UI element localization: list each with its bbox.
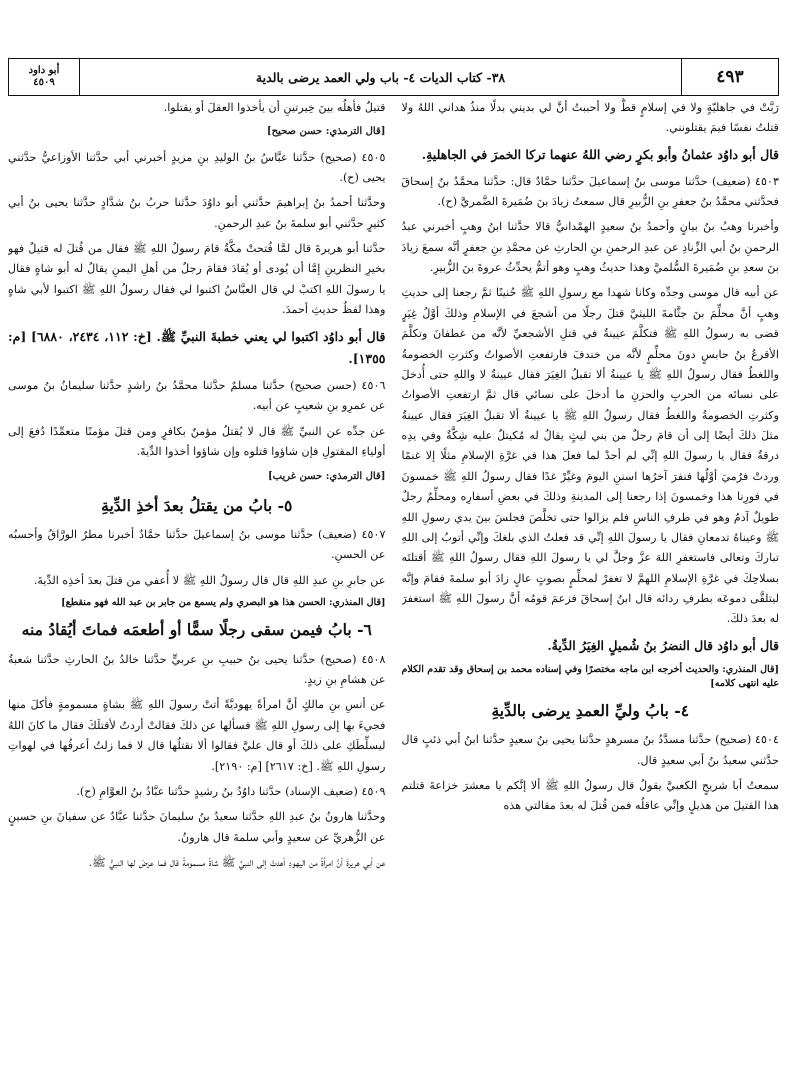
text-paragraph: عن جابرِ بنِ عبدِ اللهِ قال قال رسولُ اللهِ ﷺ لا أُعفي من قتلَ بعدَ أخذِه الدِّيةَ. (33, 573, 386, 587)
hadith-reference (9, 59, 80, 95)
text-paragraph: ٤٥٠٦ (حسن صحيح) حدَّثنا مسلمٌ حدَّثنا محمَّدُ بنُ راشدٍ حدَّثنا سليمانُ بنُ موسى عن عمرِو بنِ شعيبٍ عن أبيه. (8, 379, 386, 413)
footnote: [قال المنذري: الحسن هذا هو البصري ولم يسمع من جابر بن عبد الله فهو منقطع] (61, 597, 386, 609)
abu-dawud-note: قال أبو داوُد اكتبوا لي يعني خطبةَ النبيِّ ﷺ. [خ: ١١٢، ٢٤٣٤، ٦٨٨٠] [م: ١٣٥٥]. (8, 328, 386, 367)
text-paragraph: ٤٥٠٥ (صحيح) حدَّثنا عبَّاسُ بنُ الوليدِ بنِ مزيدٍ أخبرني أبي حدَّثنا الأوزاعيُّ حدَّثني يحيى (ح). (8, 150, 386, 184)
footnote: [قال المنذري: والحديث أخرجه ابن ماجه مختصرًا وفي إسناده محمد بن إسحاق وقد تقدم الكلام عليه انتهى كلامه] (401, 663, 779, 689)
text-paragraph: وأخبرنا وهبُ بنُ بيانٍ وأحمدُ بنُ سعيدٍ الهمْدانيُّ قالا حدَّثنا ابنُ وهبٍ أخبرني عبدُ الرحمنِ بنُ أبي الزِّنادِ عن عبدِ الرحمنِ بنِ الحارثِ عن محمَّدِ بنِ جعفرٍ أنَّه سمعَ زيادَ بنَ سعدِ بنِ ضُمَيرةَ السُّلميَّ وهذا حديثُ وهبٍ وهو أتمُّ يحدِّثُ عروةَ بنَ الزُّبيرِ. (401, 220, 779, 274)
grading-note: [قال الترمذي: حسن صحيح] (266, 126, 386, 138)
text-paragraph: ٤٥٠٩ (ضعيف الإسناد) حدَّثنا داوُدُ بنُ رشيدٍ حدَّثنا عبَّادُ بنُ العوَّامِ (ح). (76, 784, 386, 798)
text-paragraph: ٤٥٠٨ (صحيح) حدَّثنا يحيى بنُ حبيبِ بنِ عربيٍّ حدَّثنا خالدُ بنُ الحارثِ حدَّثنا شعبةُ عن هشامِ بنِ زيدٍ. (8, 652, 386, 686)
text-paragraph: ٤٥٠٤ (صحيح) حدَّثنا مسدَّدُ بنُ مسرهدٍ حدَّثنا يحيى بنُ سعيدٍ حدَّثنا ابنُ أبي ذئبٍ قال حدَّثني سعيدُ بنُ أبي سعيدٍ قال. (401, 733, 779, 767)
left-column (8, 98, 386, 1091)
text-paragraph: عن أبي هريرةَ أنَّ امرأةً من اليهودِ أهدتْ إلى النبيِّ ﷺ شاةً مسمومةً قال فما عرضَ لها النبيُّ ﷺ. (88, 856, 386, 869)
chapter-heading: ٦- بابُ فيمن سقى رجلًا سمًّا أو أطعمَه فماتَ أيُقادُ منه (21, 620, 372, 640)
text-paragraph: سمعتُ أبا شريحٍ الكعبيَّ يقولُ قال رسولُ اللهِ ﷺ ألا إنَّكم يا معشرَ خزاعةَ قتلتم هذا القتيلَ من هذيلٍ وإنِّي عاقلُه فمن قُتلَ له بعدَ مقالتي هذه (401, 779, 779, 813)
text-paragraph: عن أبيه قال موسى وجدِّه وكانا شهدا مع رسولِ اللهِ ﷺ حُنينًا ثمَّ رجعنا إلى حديثِ وهبٍ أنَّ محلِّمَ بنَ جثَّامةَ الليثيَّ قتلَ رجلًا من أشجعَ في الإسلامِ وذلكَ أوَّلُ غِيَرٍ قضى به رسولُ اللهِ ﷺ فتكلَّمَ عيينةُ في قتلِ الأشجعيِّ لأنَّه من غطفانَ وتكلَّمَ الأقرعُ بنُ حابسٍ دونَ محلِّمٍ لأنَّه من خندفَ فارتفعتِ الأصواتُ وكثرتِ الخصومةُ واللغطُ فقال رسولُ اللهِ ﷺ يا عيينةُ ألا تقبلُ الغِيَرَ فقال عيينةُ لا واللهِ حتى أُدخلَ على نسائه من الحربِ والحزنِ ما أدخلَ على نسائي قال ثمَّ ارتفعتِ الأصواتُ وكثرتِ الخصومةُ واللغطُ فقال رسولُ اللهِ ﷺ يا عيينةُ ألا تقبلُ الغِيَرَ فقال عيينةُ مثلَ ذلكَ أيضًا إلى أن قامَ رجلٌ من بني ليثٍ يقالُ له مُكيتلٌ عليه شِكَّةٌ وفي يدِه درقةٌ فقال يا رسولَ اللهِ إنِّي لم أجدْ لما فعلَ هذا في غرَّةِ الإسلامِ مثلًا إلا غنمًا وردتْ فرُميَ أوَّلُها فنفرَ آخرُها اسننِ اليومَ وغيِّرْ غدًا فقال رسولُ اللهِ ﷺ خمسونَ في فورِنا هذا وخمسونَ إذا رجعنا إلى المدينةِ وذلكَ في بعضِ أسفارِه ومحلِّمٌ رجلٌ طويلٌ آدمُ وهو في طرفِ الناسِ فلم يزالوا حتى تخلَّصَ فجلسَ بينَ يدي رسولِ اللهِ ﷺ وعيناهُ تدمعانِ فقال يا رسولَ اللهِ إنِّي قد فعلتُ الذي بلغكَ وإنِّي أتوبُ إلى اللهِ تباركَ وتعالى فاستغفرِ اللهَ عزَّ وجلَّ لي يا رسولَ اللهِ فقال رسولُ اللهِ ﷺ أقتلتَه بسلاحِكَ في غرَّةِ الإسلامِ اللهمَّ لا تغفرْ لمحلِّمٍ بصوتٍ عالٍ زادَ أبو سلمةَ فقامَ وإنَّه ليتلقَّى دموعَه بطرفِ ردائه قال ابنُ إسحاقَ فزعمَ قومُه أنَّ رسولَ اللهِ ﷺ استغفرَ له بعدَ ذلكَ. (401, 286, 779, 626)
text-paragraph: قتيلٌ فأهلُه بينَ خِيرتينِ أن يأخذوا العقلَ أو يقتلوا. (163, 101, 386, 114)
page-header (8, 58, 779, 96)
text-paragraph: عن جدِّه عن النبيِّ ﷺ قال لا يُقتلُ مؤمنٌ بكافرٍ ومن قتلَ مؤمنًا متعمِّدًا دُفعَ إلى أولياءِ المقتولِ فإن شاؤوا قتلوه وإن شاؤوا أخذوا الدِّيةَ. (8, 424, 386, 459)
text-paragraph: وحدَّثنا أحمدُ بنُ إبراهيمَ حدَّثني أبو داوُدَ حدَّثنا حربُ بنُ شدَّادٍ حدَّثنا يحيى بنُ أبي كثيرٍ حدَّثني أبو سلمةَ بنُ عبدِ الرحمنِ. (8, 196, 386, 230)
abu-dawud-note: قال أبو داوُد قال النضرُ بنُ شُميلٍ الغِيَرُ الدِّيةُ. (547, 637, 779, 653)
text-paragraph: وحدَّثنا هارونُ بنُ عبدِ اللهِ حدَّثنا سعيدُ بنُ سليمانَ حدَّثنا عبَّادٌ عن سفيانَ بنِ حسينٍ عن الزُّهريِّ عن سعيدٍ وأبي سلمةَ قال هارونُ. (8, 810, 386, 844)
text-columns (8, 98, 779, 1091)
abu-dawud-note: قال أبو داوُد عثمانُ وأبو بكرٍ رضي اللهُ عنهما تركا الخمرَ في الجاهليةِ. (421, 146, 779, 162)
text-paragraph: ٤٥٠٧ (ضعيف) حدَّثنا موسى بنُ إسماعيلَ حدَّثنا حمَّادٌ أخبرنا مطرٌ الورَّاقُ وأحسبُه عن الحسنِ. (8, 528, 386, 562)
page-number: ٤٩٣ (681, 59, 778, 95)
text-paragraph: عن أنسِ بنِ مالكٍ أنَّ امرأةً يهوديَّةً أتتْ رسولَ اللهِ ﷺ بشاةٍ مسمومةٍ فأكلَ منها فجيءَ بها إلى رسولِ اللهِ ﷺ فسألها عن ذلكَ فقالتْ أردتُ لأقتلَكَ فقال ما كانَ اللهُ ليسلِّطَكِ على ذلكَ أو قال عليَّ فقالوا ألا نقتلُها قال لا فما زلتُ أعرفُها في لهواتِ رسولِ اللهِ ﷺ. [خ: ٢٦١٧] [م: ٢١٩٠]. (8, 698, 386, 773)
text-paragraph: حدَّثنا أبو هريرةَ قال لمَّا فُتحتْ مكَّةُ قامَ رسولُ اللهِ ﷺ فقال من قُتلَ له قتيلٌ فهو بخيرِ النظرينِ إمَّا أن يُودى أو يُقادَ فقامَ رجلٌ من أهلِ اليمنِ يقالُ له أبو شاهٍ فقال يا رسولَ اللهِ اكتبْ لي قال العبَّاسُ اكتبوا لي فقال رسولُ اللهِ ﷺ اكتبوا لأبي شاهٍ وهذا لفظُ حديثِ أحمدَ. (8, 242, 386, 317)
chapter-heading: ٥- بابُ من يقتلُ بعدَ أخذِ الدِّيةِ (101, 495, 293, 515)
reference-number: ٤٥٠٩ (33, 77, 55, 88)
grading-note: [قال الترمذي: حسن غريب] (267, 470, 386, 482)
running-title: ٣٨- كتاب الديات ٤- باب ولي العمد يرضى بالدية (255, 69, 506, 85)
right-column (402, 98, 780, 1091)
reference-book: أبو داود (28, 64, 60, 76)
text-paragraph: ٤٥٠٣ (ضعيف) حدَّثنا موسى بنُ إسماعيلَ حدَّثنا حمَّادٌ قال: حدَّثنا محمَّدُ بنُ إسحاقَ فحدَّثني محمَّدُ بنُ جعفرِ بنِ الزُّبيرِ قال سمعتُ زيادَ بنَ ضُمَيرةَ الضَّمريَّ (ح). (401, 174, 779, 208)
text-paragraph: رَبَّتْ في جاهليّةٍ ولا في إسلامٍ قطُّ ولا أحببتُ أنَّ لي بديني بدلًا منذُ هداني اللهُ ولا قتلتُ نفسًا فيمَ يقتلونني. (401, 101, 779, 135)
chapter-heading: ٤- بابُ وليِّ العمدِ يرضى بالدِّيةِ (491, 701, 690, 720)
